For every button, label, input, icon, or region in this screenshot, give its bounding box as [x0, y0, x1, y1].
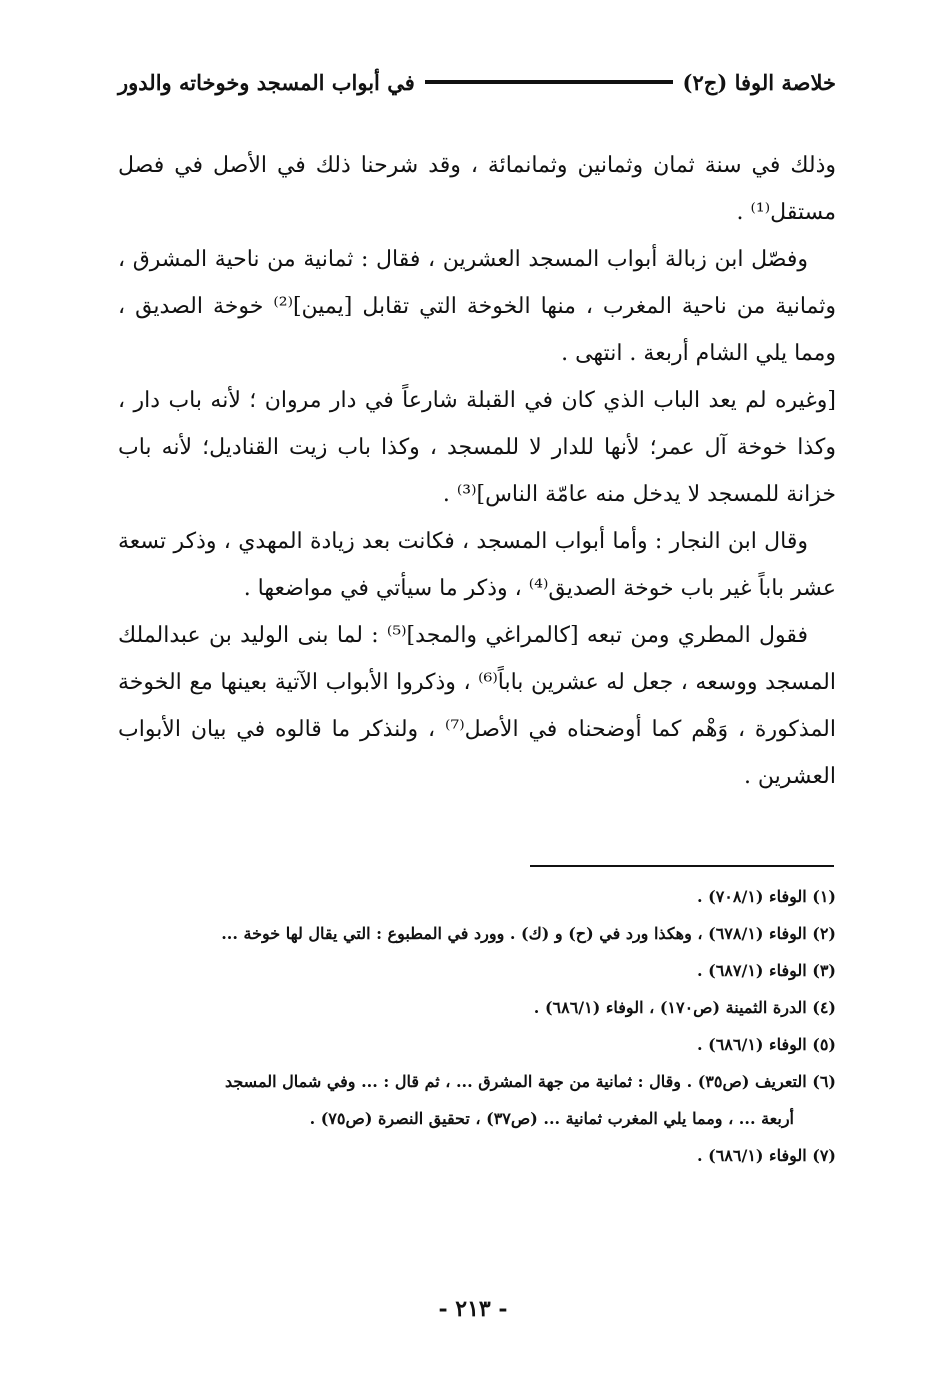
header-rule [425, 80, 673, 84]
footnote-separator [530, 865, 834, 867]
footnote: (٣) الوفاء (٦٨٧/١) . [696, 961, 836, 980]
footnote: (٤) الدرة الثمينة (ص١٧٠) ، الوفاء (٦٨٦/١) . [533, 998, 836, 1017]
footnote: (٧) الوفاء (٦٨٦/١) . [696, 1146, 836, 1165]
running-header [118, 62, 836, 102]
paragraph: [وغيره لم يعد الباب الذي كان في القبلة شارعاً في دار مروان ؛ لأنه باب دار ، وكذا خوخة آل عمر؛ لأنها للدار لا للمسجد ، وكذا باب زيت القناديل؛ لأنه باب خزانة للمسجد لا يدخل منه عامّة الناس]⁽³⁾ . [118, 388, 836, 507]
footnotes [118, 878, 836, 1174]
paragraph: فقول المطري ومن تبعه [كالمراغي والمجد]⁽⁵⁾ : لما بنى الوليد بن عبدالملك المسجد ووسعه ، جعل له عشرين باباً⁽⁶⁾ ، وذكروا الأبواب الآتية بعينها مع الخوخة المذكورة ، وَهْم كما أوضحناه في الأصل⁽⁷⁾ ، ولنذكر ما قالوه في بيان الأبواب العشرين . [118, 623, 836, 789]
footnote-continuation: أربعة ... ، ومما يلي المغرب ثمانية ... (ص٣٧) ، تحقيق النصرة (ص٧٥) . [309, 1109, 794, 1128]
chapter-title: في أبواب المسجد وخوخاته والدور [118, 69, 415, 95]
paragraph: وقال ابن النجار : وأما أبواب المسجد ، فكانت بعد زيادة المهدي ، وذكر تسعة عشر باباً غير باب خوخة الصديق⁽⁴⁾ ، وذكر ما سيأتي في مواضعها . [118, 529, 836, 601]
main-text [118, 142, 836, 800]
footnote: (٦) التعريف (ص٣٥) . وقال : ثمانية من جهة المشرق ... ، ثم قال : ... وفي شمال المسجد [224, 1072, 836, 1091]
page-number: - ٢١٣ - [438, 1296, 508, 1322]
book-title: خلاصة الوفا (ج٢) [682, 69, 836, 95]
paragraph: وفصّل ابن زبالة أبواب المسجد العشرين ، فقال : ثمانية من ناحية المشرق ، وثمانية من ناحية المغرب ، منها الخوخة التي تقابل [يمين]⁽²⁾ خوخة الصديق ، ومما يلي الشام أربعة . انتهى . [118, 247, 836, 366]
footnote: (١) الوفاء (٧٠٨/١) . [696, 887, 836, 906]
footnote: (٥) الوفاء (٦٨٦/١) . [696, 1035, 836, 1054]
paragraph: وذلك في سنة ثمان وثمانين وثمانمائة ، وقد شرحنا ذلك في الأصل في فصل مستقل⁽¹⁾ . [118, 153, 836, 225]
footnote: (٢) الوفاء (٦٧٨/١) ، وهكذا ورد في (ح) و (ك) . وورد في المطبوع : التي يقال لها خوخة ... [221, 924, 836, 943]
